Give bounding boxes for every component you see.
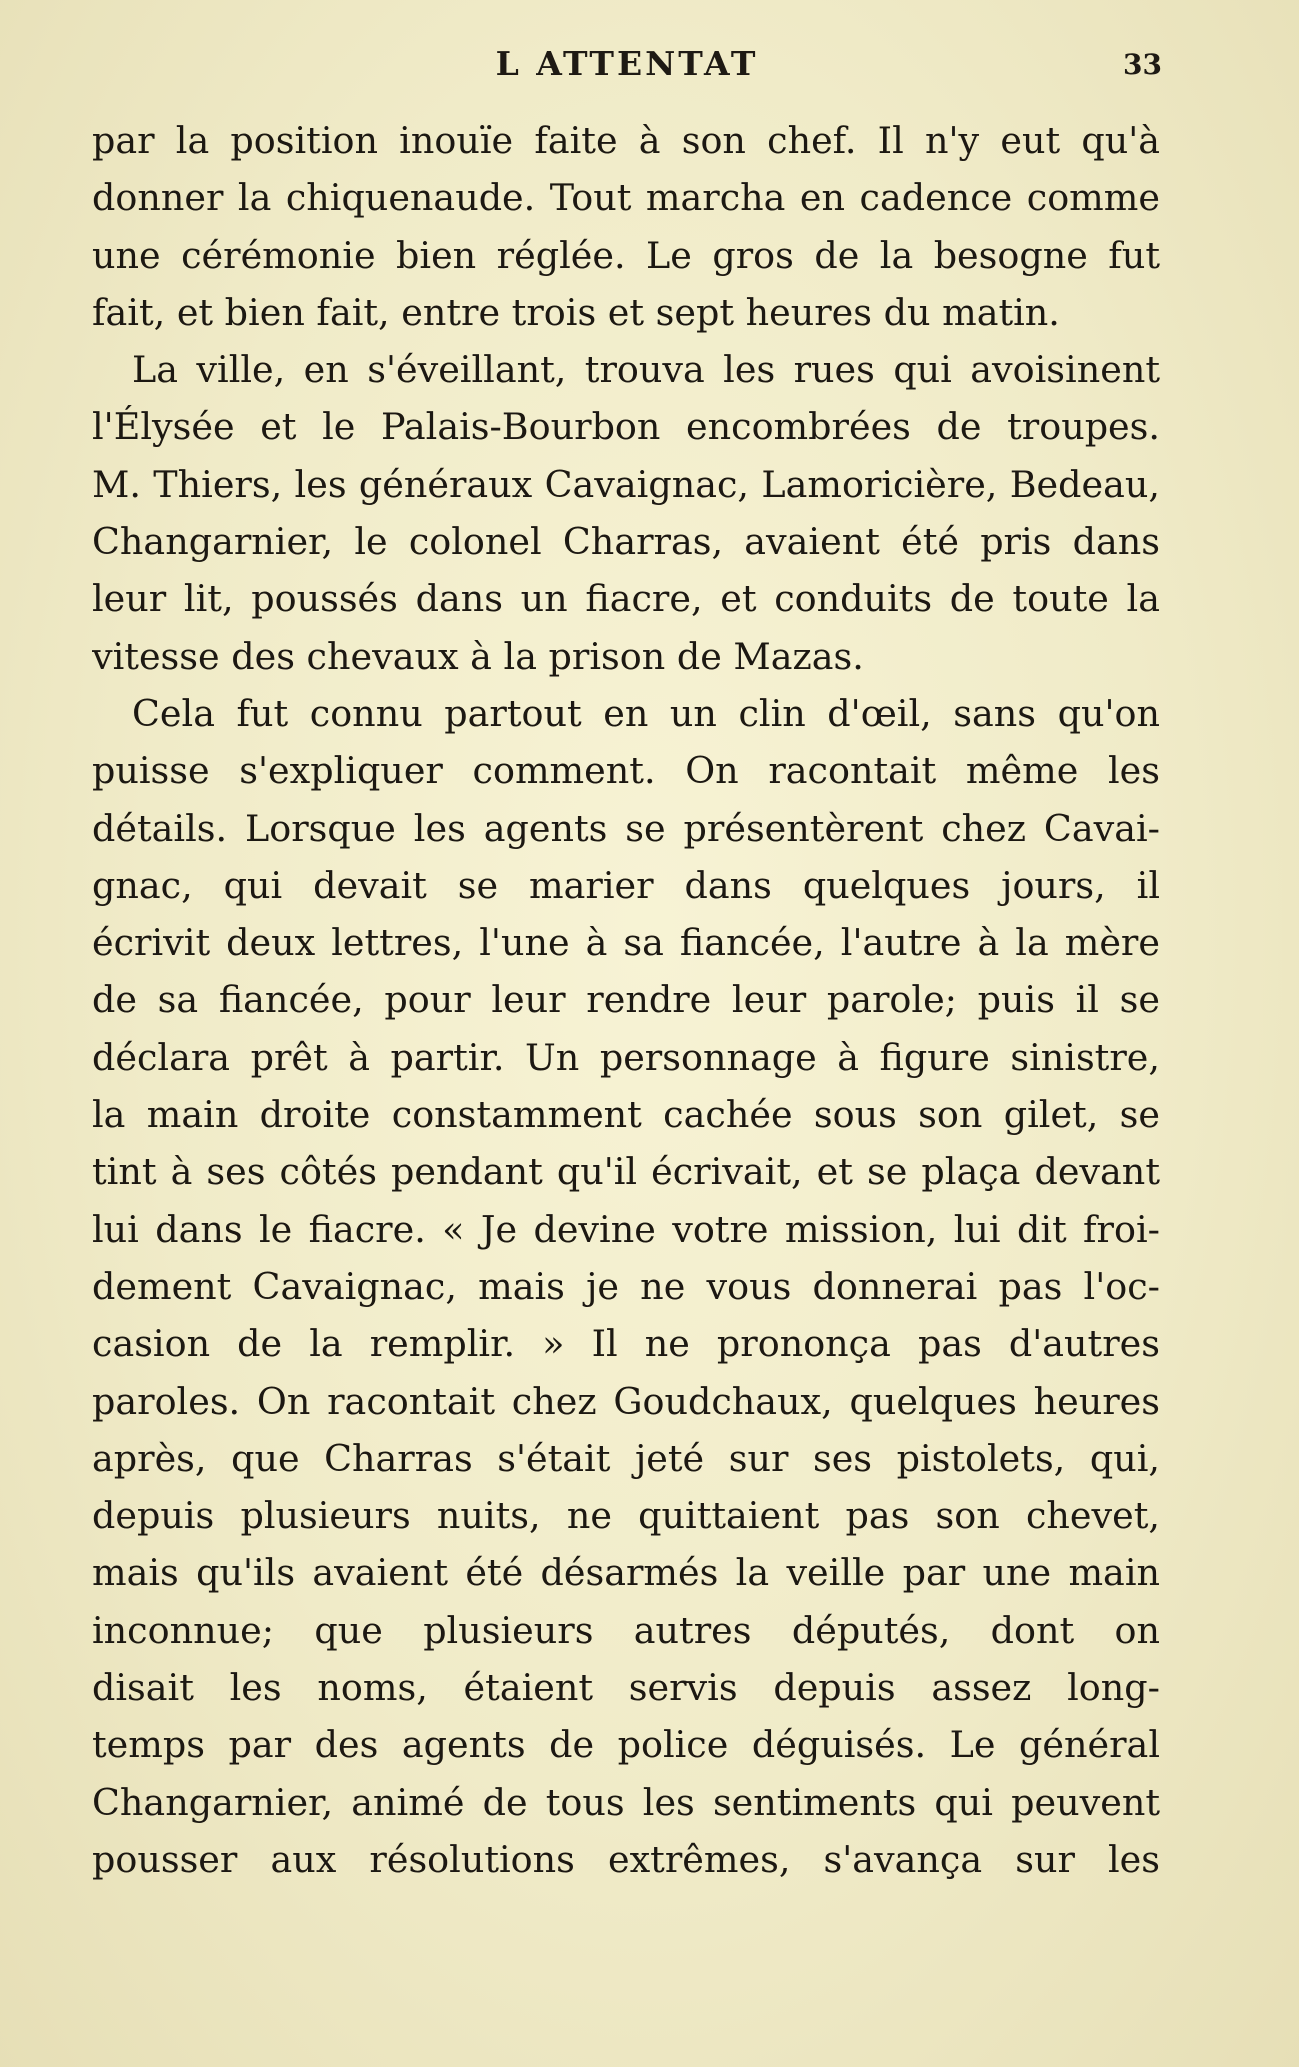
text-line: depuis plusieurs nuits, ne quittaient pas son chevet,	[92, 1494, 1160, 1538]
text-line: Changarnier, animé de tous les sentiments qui peuvent	[92, 1780, 1160, 1824]
running-header	[92, 44, 1162, 92]
text-line: une cérémonie bien réglée. Le gros de la besogne fut	[92, 233, 1160, 277]
text-line: la main droite constamment cachée sous son gilet, se	[92, 1093, 1160, 1137]
chapter-title: L ATTENTAT	[495, 44, 759, 83]
page-number: 33	[1123, 48, 1162, 81]
text-line: disait les noms, étaient servis depuis assez long-	[92, 1666, 1160, 1710]
text-line: inconnue; que plusieurs autres députés, dont on	[92, 1608, 1160, 1652]
paragraph-first-line: La ville, en s'éveillant, trouva les rues qui avoisinent	[132, 348, 1160, 392]
text-line: Changarnier, le colonel Charras, avaient été pris dans	[92, 520, 1160, 564]
text-line: M. Thiers, les généraux Cavaignac, Lamoricière, Bedeau,	[92, 462, 1160, 506]
text-line: après, que Charras s'était jeté sur ses pistolets, qui,	[92, 1436, 1160, 1480]
text-line: l'Élysée et le Palais-Bourbon encombrées de troupes.	[92, 405, 1160, 449]
text-line: leur lit, poussés dans un fiacre, et conduits de toute la	[92, 577, 1160, 621]
text-line: détails. Lorsque les agents se présentèrent chez Cavai-	[92, 806, 1160, 850]
text-line: tint à ses côtés pendant qu'il écrivait, et se plaça devant	[92, 1150, 1160, 1194]
text-line: dement Cavaignac, mais je ne vous donnerai pas l'oc-	[92, 1264, 1160, 1308]
text-line: de sa fiancée, pour leur rendre leur parole; puis il se	[92, 978, 1160, 1022]
text-line: vitesse des chevaux à la prison de Mazas.	[92, 634, 864, 678]
text-line: écrivit deux lettres, l'une à sa fiancée, l'autre à la mère	[92, 921, 1160, 965]
text-line: gnac, qui devait se marier dans quelques jours, il	[92, 863, 1160, 907]
text-line: paroles. On racontait chez Goudchaux, quelques heures	[92, 1379, 1160, 1423]
text-line: mais qu'ils avaient été désarmés la veille par une main	[92, 1551, 1160, 1595]
text-line: donner la chiquenaude. Tout marcha en cadence comme	[92, 176, 1160, 220]
text-line: temps par des agents de police déguisés. Le général	[92, 1723, 1160, 1767]
text-line: puisse s'expliquer comment. On racontait même les	[92, 749, 1160, 793]
text-line: fait, et bien fait, entre trois et sept heures du matin.	[92, 290, 1060, 334]
text-line: casion de la remplir. » Il ne prononça pas d'autres	[92, 1322, 1160, 1366]
body-text	[92, 112, 1160, 1888]
paragraph-first-line: Cela fut connu partout en un clin d'œil, sans qu'on	[132, 691, 1160, 735]
text-line: lui dans le fiacre. « Je devine votre mission, lui dit froi-	[92, 1207, 1160, 1251]
text-line: déclara prêt à partir. Un personnage à figure sinistre,	[92, 1035, 1160, 1079]
text-line: par la position inouïe faite à son chef. Il n'y eut qu'à	[92, 119, 1160, 162]
text-line: pousser aux résolutions extrêmes, s'avança sur les	[92, 1837, 1160, 1881]
